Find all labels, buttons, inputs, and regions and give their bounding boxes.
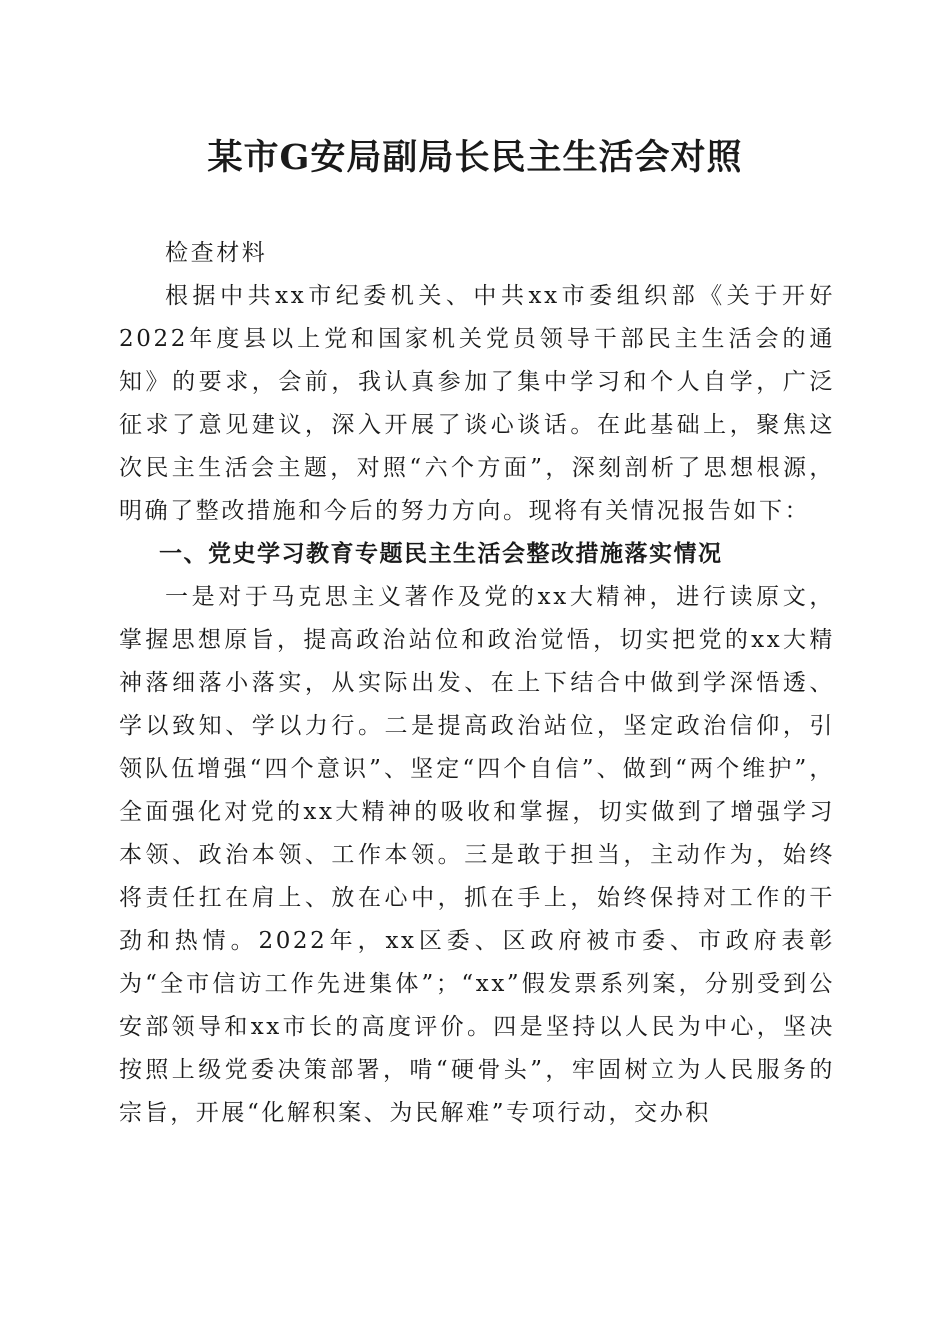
- document-body: [119, 232, 835, 1135]
- section-heading: 一、党史学习教育专题民主生活会整改措施落实情况: [159, 541, 723, 567]
- section-paragraph: 一是对于马克思主义著作及党的xx大精神，进行读原文，掌握思想原旨，提高政治站位和政治觉悟，切实把党的xx大精神落细落小落实，从实际出发、在上下结合中做到学深悟透、学以致知、学以力行。二是提高政治站位，坚定政治信仰，引领队伍增强“四个意识”、坚定“四个自信”、做到“两个维护”，全面强化对党的xx大精神的吸收和掌握，切实做到了增强学习本领、政治本领、工作本领。三是敢于担当，主动作为，始终将责任扛在肩上、放在心中，抓在手上，始终保持对工作的干劲和热情。2022年，xx区委、区政府被市委、市政府表彰为“全市信访工作先进集体”；“xx”假发票系列案，分别受到公安部领导和xx市长的高度评价。四是坚持以人民为中心，坚决按照上级党委决策部署，啃“硬骨头”，牢固树立为人民服务的宗旨，开展“化解积案、为民解难”专项行动，交办积: [119, 584, 835, 1126]
- document-title: 某市G安局副局长民主生活会对照: [207, 137, 743, 178]
- subtitle-line: 检查材料: [165, 240, 268, 266]
- intro-paragraph: 根据中共xx市纪委机关、中共xx市委组织部《关于开好2022年度县以上党和国家机关党员领导干部民主生活会的通知》的要求，会前，我认真参加了集中学习和个人自学，广泛征求了意见建议，深入开展了谈心谈话。在此基础上，聚焦这次民主生活会主题，对照“六个方面”，深刻剖析了思想根源，明确了整改措施和今后的努力方向。现将有关情况报告如下：: [119, 283, 835, 524]
